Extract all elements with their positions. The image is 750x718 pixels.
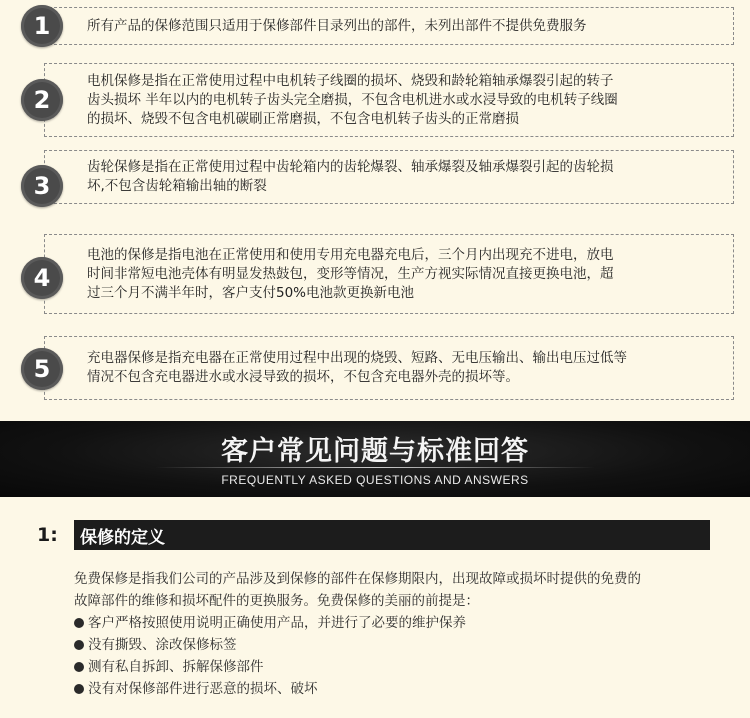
- definition-body: [74, 568, 724, 700]
- rule-text: [87, 72, 618, 129]
- rule-box: [44, 150, 734, 204]
- rule-text: [87, 349, 627, 387]
- bullet-icon: [74, 662, 84, 672]
- definition-paragraph-line: 故障部件的维修和损坏配件的更换服务。免费保修的美丽的前提是：: [74, 593, 479, 609]
- bullet-text: 没有撕毁、涂改保修标签: [88, 637, 237, 653]
- number-badge: 1: [21, 5, 63, 47]
- bullet-item: [74, 656, 724, 678]
- rule-text-line: 电池的保修是指电池在正常使用和使用专用充电器充电后，三个月内出现充不进电，放电: [87, 246, 614, 263]
- bullet-icon: [74, 640, 84, 650]
- faq-title: 客户常见问题与标准回答: [221, 436, 529, 467]
- rule-box: [44, 234, 734, 314]
- rule-box: [44, 336, 734, 400]
- rule-box: [44, 7, 734, 45]
- rule-text-line: 情况不包含充电器进水或水浸导致的损坏，不包含充电器外壳的损坏等。: [87, 369, 519, 385]
- bullet-text: 客户严格按照使用说明正确使用产品，并进行了必要的维护保养: [88, 615, 466, 631]
- bullet-text: 测有私自拆卸、拆解保修部件: [88, 659, 264, 675]
- definition-paragraph-line: 免费保修是指我们公司的产品涉及到保修的部件在保修期限内，出现故障或损坏时提供的免费的: [74, 571, 641, 587]
- rule-text-line: 的损坏、烧毁不包含电机碳刷正常磨损，不包含电机转子齿头的正常磨损: [87, 110, 519, 127]
- number-badge: 4: [21, 257, 63, 299]
- rule-text: [87, 158, 614, 196]
- number-badge: 2: [21, 79, 63, 121]
- rule-text-line: 齿头损坏 半年以内的电机转子齿头完全磨损，不包含电机进水或水浸导致的电机转子线圈: [87, 91, 618, 108]
- rule-text-line: 齿轮保修是指在正常使用过程中齿轮箱内的齿轮爆裂、轴承爆裂及轴承爆裂引起的齿轮损: [87, 159, 614, 175]
- rule-text-line: 所有产品的保修范围只适用于保修部件目录列出的部件，未列出部件不提供免费服务: [87, 17, 587, 34]
- bullet-item: [74, 612, 724, 634]
- number-badge: 5: [21, 348, 63, 390]
- rule-text-line: 电机保修是指在正常使用过程中电机转子线圈的损坏、烧毁和龄轮箱轴承爆裂引起的转子: [87, 72, 614, 89]
- rule-box: [44, 63, 734, 137]
- bullet-icon: [74, 684, 84, 694]
- bullet-item: [74, 678, 724, 700]
- faq-banner: [0, 421, 750, 497]
- rule-text: [87, 246, 614, 303]
- rule-text-line: 时间非常短电池壳体有明显发热鼓包，变形等情况，生产方视实际情况直接更换电池，超: [87, 265, 614, 282]
- section-number: 1:: [37, 524, 58, 546]
- number-badge: 3: [21, 165, 63, 207]
- bullet-item: [74, 634, 724, 656]
- bullet-icon: [74, 618, 84, 628]
- rule-text-line: 充电器保修是指充电器在正常使用过程中出现的烧毁、短路、无电压输出、输出电压过低等: [87, 350, 627, 366]
- bullet-text: 没有对保修部件进行恶意的损坏、破坏: [88, 681, 318, 697]
- rule-text-line: 过三个月不满半年时，客户支付50%电池款更换新电池: [87, 284, 415, 301]
- rule-text-line: 坏,不包含齿轮箱输出轴的断裂: [87, 178, 267, 194]
- faq-subtitle: FREQUENTLY ASKED QUESTIONS AND ANSWERS: [221, 473, 529, 487]
- section-heading: 保修的定义: [74, 520, 710, 550]
